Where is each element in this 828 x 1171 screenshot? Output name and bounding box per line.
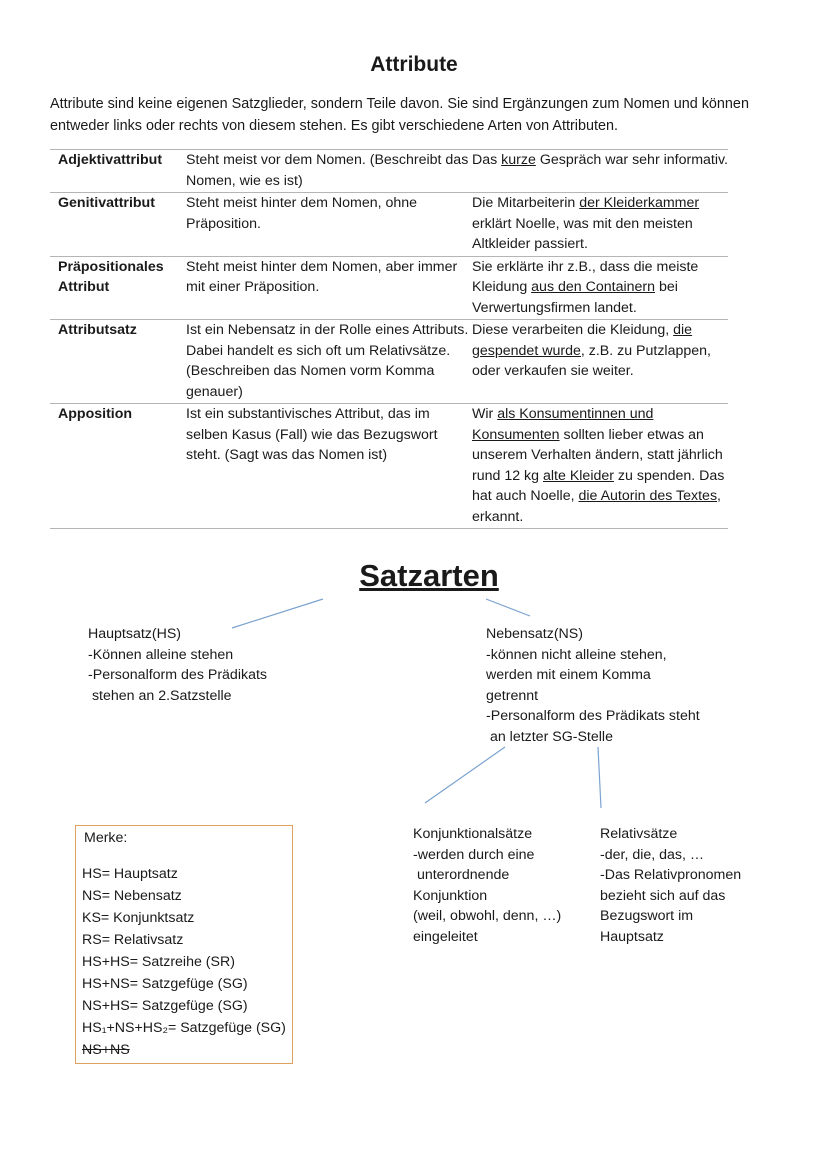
example-text: bei Verwertungsfirmen landet. (472, 279, 678, 316)
merke-item: NS+HS= Satzgefüge (SG) (82, 998, 248, 1014)
example-text: Wir (472, 406, 498, 422)
merke-item: NS= Nebensatz (82, 888, 182, 904)
satzarten-heading: Satzarten (359, 558, 499, 593)
merke-item: HS+HS= Satzreihe (SR) (82, 954, 235, 970)
attribute-description: Steht meist hinter dem Nomen, aber immer mit einer Präposition. (186, 258, 458, 295)
attribute-name: Apposition (58, 406, 133, 422)
merke-item-struck: NS+NS (82, 1042, 130, 1058)
example-underlined: alte Kleider (543, 467, 614, 484)
merke-list (82, 863, 286, 1061)
merke-item: RS= Relativsatz (82, 932, 184, 948)
example-text: Sie erklärte ihr z.B., dass die meiste Kleidung (472, 258, 699, 295)
example-underlined: kurze (501, 152, 536, 168)
attribute-description: Steht meist hinter dem Nomen, ohne Präposition. (186, 195, 418, 232)
nebensatz-block: Nebensatz(NS) -können nicht alleine stehen, werden mit einem Komma getrennt -Personalform des Prädikats steht an letzter SG-Stelle (486, 626, 700, 745)
example-underlined: aus den Containern (531, 279, 656, 295)
example-underlined: der Kleiderkammer (579, 195, 700, 211)
attribute-name: Adjektivattribut (58, 152, 163, 168)
example-underlined: die gespendet wurde, (472, 322, 693, 359)
line-to-relativ (598, 747, 601, 808)
merke-item: HS+NS= Satzgefüge (SG) (82, 976, 248, 992)
example-text: z.B. zu Putzlappen, oder verkaufen sie weiter. (472, 342, 711, 379)
merke-item: HS= Hauptsatz (82, 866, 178, 882)
konjunktionalsaetze-block: Konjunktionalsätze -werden durch eine unterordnende Konjunktion (weil, obwohl, denn, …) eingeleitet (413, 826, 562, 945)
example-text: Die Mitarbeiterin (472, 195, 580, 211)
line-to-konjunktional (425, 747, 505, 803)
attribute-name: Präpositionales Attribut (58, 258, 164, 295)
example-text: Diese verarbeiten die Kleidung, (472, 322, 674, 338)
example-text: zu spenden. Das hat auch Noelle, (472, 467, 725, 504)
attribute-name: Genitivattribut (58, 195, 155, 211)
hauptsatz-block: Hauptsatz(HS) -Können alleine stehen -Personalform des Prädikats stehen an 2.Satzstelle (88, 626, 267, 704)
attribute-description: Steht meist vor dem Nomen. (Beschreibt das Nomen, wie es ist) (186, 152, 469, 189)
merke-item: KS= Konjunktsatz (82, 910, 195, 926)
attribute-name: Attributsatz (58, 322, 137, 338)
example-text: sollten lieber etwas an unserem Verhalten ändern, statt jährlich rund 12 kg (472, 426, 723, 484)
line-to-nebensatz (486, 599, 530, 616)
example-underlined: als Konsumentinnen und Konsumenten (472, 406, 654, 443)
merke-item: HS₁+NS+HS₂= Satzgefüge (SG) (82, 1020, 286, 1036)
example-text: Das (472, 152, 502, 168)
attribute-description: Ist ein substantivisches Attribut, das im selben Kasus (Fall) wie das Bezugswort steht. (Sagt was das Nomen ist) (186, 406, 438, 463)
example-text: erklärt Noelle, was mit den meisten Altkleider passiert. (472, 215, 693, 252)
relativsaetze-block: Relativsätze -der, die, das, … -Das Relativpronomen bezieht sich auf das Bezugswort im Hauptsatz (600, 826, 742, 945)
example-underlined: die Autorin des Textes (578, 488, 718, 504)
attribute-description: Ist ein Nebensatz in der Rolle eines Attributs. Dabei handelt es sich oft um Relativsätze. (Beschreiben das Nomen vorm Komma genauer) (186, 322, 469, 400)
merke-box (75, 825, 293, 1064)
merke-title: Merke: (84, 830, 128, 846)
page-title: Attribute (370, 53, 458, 76)
example-text: , erkannt. (472, 488, 721, 525)
example-text: Gespräch war sehr informativ. (535, 152, 728, 168)
intro-paragraph: Attribute sind keine eigenen Satzglieder, sondern Teile davon. Sie sind Ergänzungen zum Nomen und können entweder links oder rechts von diesem stehen. Es gibt verschiedene Arten von Attributen. (50, 96, 749, 134)
